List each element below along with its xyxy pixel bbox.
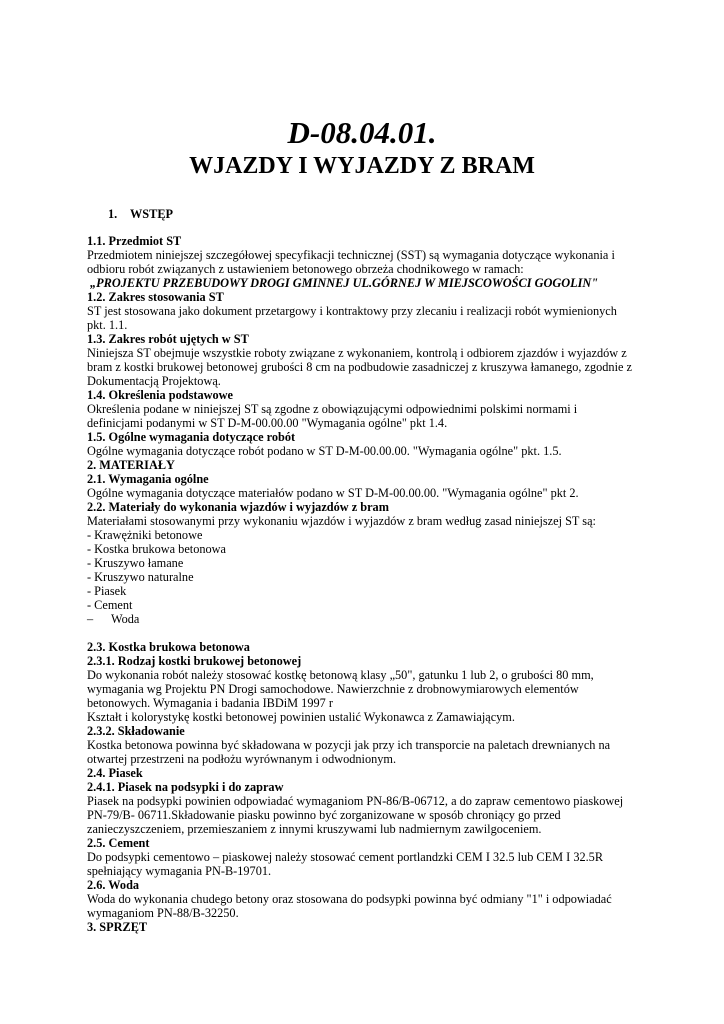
heading-2-1: 2.1. Wymagania ogólne [87, 472, 209, 486]
heading-2-4: 2.4. Piasek [87, 766, 143, 780]
heading-2-6: 2.6. Woda [87, 878, 140, 892]
heading-2-3: 2.3. Kostka brukowa betonowa [87, 640, 250, 654]
heading-2-3-1: 2.3.1. Rodzaj kostki brukowej betonowej [87, 654, 302, 668]
para-2-6: Woda do wykonania chudego betony oraz stosowana do podsypki powinna być odmiany "1" i odpowiadać wymaganiom PN-88/B-32250. [87, 892, 612, 920]
heading-1-2: 1.2. Zakres stosowania ST [87, 290, 224, 304]
heading-1-3: 1.3. Zakres robót ujętych w ST [87, 332, 249, 346]
heading-2-5: 2.5. Cement [87, 836, 150, 850]
spacer [87, 626, 632, 640]
document-title: WJAZDY I WYJAZDY Z BRAM [189, 153, 535, 179]
heading-1-4: 1.4. Określenia podstawowe [87, 388, 233, 402]
para-1-4: Określenia podane w niniejszej ST są zgodne z obowiązującymi odpowiednimi polskimi normami i definicjami podanymi w ST D-M-00.00.00 "Wymagania ogólne" pkt 1.4. [87, 402, 578, 430]
list-dash: – [87, 612, 94, 626]
section-1-number: 1. [108, 207, 118, 221]
heading-2-2: 2.2. Materiały do wykonania wjazdów i wyjazdów z bram [87, 500, 389, 514]
spec-code: D-08.04.01. [287, 115, 437, 150]
section-1-label: WSTĘP [130, 207, 174, 221]
list-item-label: Woda [111, 612, 140, 626]
para-1-1: Przedmiotem niniejszej szczegółowej specyfikacji technicznej (SST) są wymagania dotyczące wykonania i odbioru robót związanych z ustawieniem betonowego obrzeża chodnikowego w ramach: [87, 248, 615, 276]
para-2-5: Do podsypki cementowo – piaskowej należy stosować cement portlandzki CEM I 32.5 lub CEM I 32.5R spełniający wymagania PN-B-19701. [87, 850, 604, 878]
heading-2-3-2: 2.3.2. Składowanie [87, 724, 185, 738]
list-item: - Kruszywo łamane [87, 556, 184, 570]
list-item: - Kruszywo naturalne [87, 570, 194, 584]
list-item [87, 612, 632, 626]
heading-3: 3. SPRZĘT [87, 920, 148, 934]
section-1-heading [108, 207, 173, 221]
heading-2: 2. MATERIAŁY [87, 458, 175, 472]
para-2-3-2: Kostka betonowa powinna być składowana w pozycji jak przy ich transporcie na paletach drewnianych na otwartej przestrzeni na podłożu wyrównanym i odwodnionym. [87, 738, 611, 766]
heading-1-5: 1.5. Ogólne wymagania dotyczące robót [87, 430, 296, 444]
para-2-2: Materiałami stosowanymi przy wykonaniu wjazdów i wyjazdów z bram według zasad niniejszej ST są: [87, 514, 596, 528]
document-body [87, 234, 632, 934]
para-1-5: Ogólne wymagania dotyczące robót podano w ST D-M-00.00.00. "Wymagania ogólne" pkt. 1.5. [87, 444, 562, 458]
heading-2-4-1: 2.4.1. Piasek na podsypki i do zapraw [87, 780, 284, 794]
para-2-1: Ogólne wymagania dotyczące materiałów podano w ST D-M-00.00.00. "Wymagania ogólne" pkt 2. [87, 486, 579, 500]
heading-1-1: 1.1. Przedmiot ST [87, 234, 182, 248]
para-2-4-1: Piasek na podsypki powinien odpowiadać wymaganiom PN-86/B-06712, a do zapraw cementowo piaskowej PN-79/B- 06711.Składowanie piasku powinno być zorganizowane w sposób chroniący go przed zanieczyszczeniem, przemieszaniem z innymi kruszywami lub nadmiernym zawilgoceniem. [87, 794, 624, 836]
project-name: „PROJEKTU PRZEBUDOWY DROGI GMINNEJ UL.GÓRNEJ W MIEJSCOWOŚCI GOGOLIN" [90, 276, 599, 290]
para-1-3: Niniejsza ST obejmuje wszystkie roboty związane z wykonaniem, kontrolą i odbiorem zjazdów i wyjazdów z bram z kostki brukowej betonowej grubości 8 cm na podbudowie zasadniczej z kruszywa łamanego, zgodnie z Dokumentacją Projektową. [87, 346, 632, 388]
para-1-2: ST jest stosowana jako dokument przetargowy i kontraktowy przy zlecaniu i realizacji robót wymienionych pkt. 1.1. [87, 304, 617, 332]
list-item: - Cement [87, 598, 133, 612]
para-2-3-1b: Kształt i kolorystykę kostki betonowej powinien ustalić Wykonawca z Zamawiającym. [87, 710, 515, 724]
list-item: - Kostka brukowa betonowa [87, 542, 226, 556]
para-2-3-1: Do wykonania robót należy stosować kostkę betonową klasy „50", gatunku 1 lub 2, o grubości 80 mm, wymagania wg Projektu PN Drogi samochodowe. Nawierzchnie z drobnowymiarowych elementów betonowych. Wymagania i badania IBDiM 1997 r [87, 668, 594, 710]
list-item: - Krawężniki betonowe [87, 528, 203, 542]
list-item: - Piasek [87, 584, 127, 598]
